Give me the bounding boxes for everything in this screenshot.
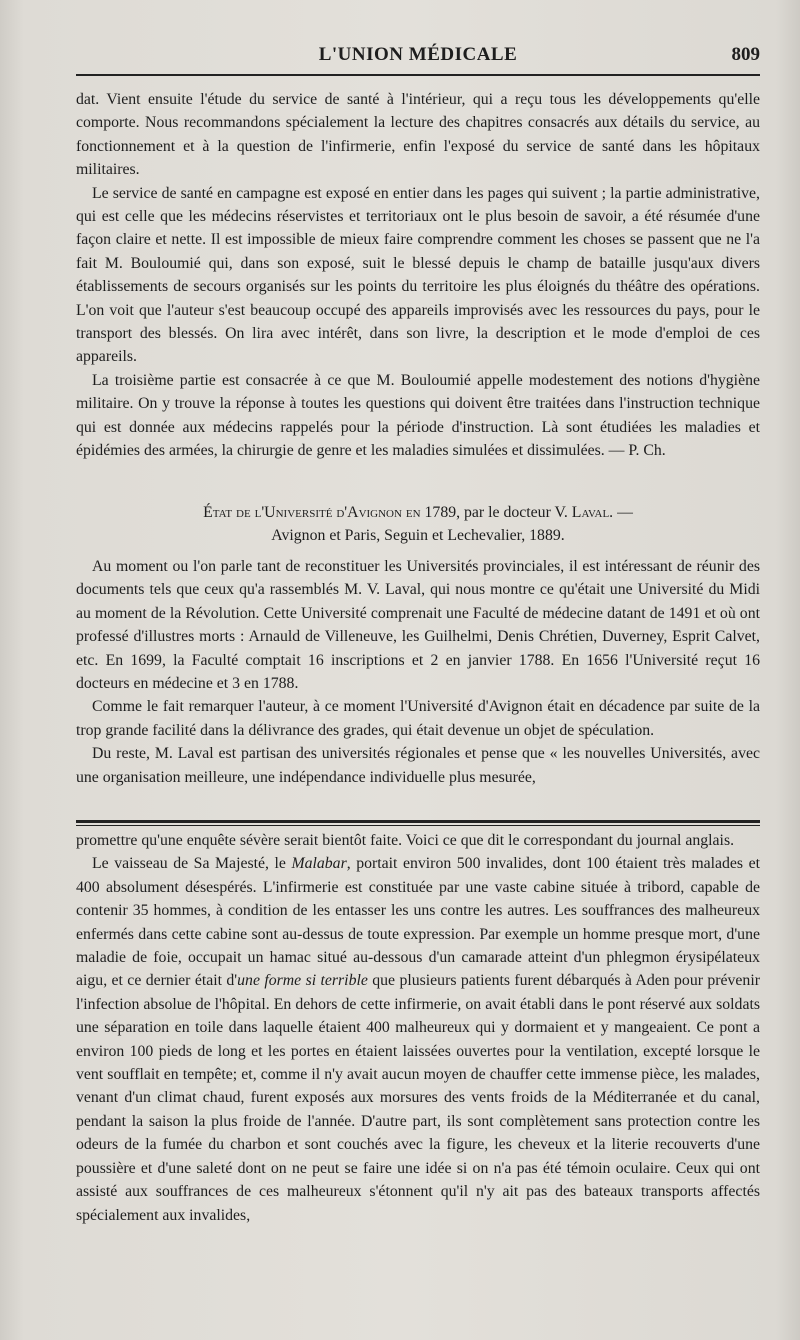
review-title-line xyxy=(76,501,760,524)
page-number: 809 xyxy=(731,44,760,65)
page-header xyxy=(76,44,760,72)
paragraph: Le service de santé en campagne est exposé en entier dans les pages qui suivent ; la partie administrative, qui est celle que les médecins réservistes et territoriaux ont le plus besoin de savoir, a été résumée d'une façon claire et nette. Il est impossible de mieux faire comprendre comment les choses se passent que ne l'a fait M. Bouloumié qui, dans son exposé, suit le blessé depuis le champ de bataille jusqu'aux divers établissements de secours organisés sur les points du territoire les plus éloignés du théâtre des opérations. L'on voit que l'auteur s'est beaucoup occupé des appareils improvisés avec les ressources du pays, pour le transport des blessés. On lira avec intérêt, dans son livre, la description et le mode d'emploi de ces appareils. xyxy=(76,184,760,366)
review-publisher-line: Avignon et Paris, Seguin et Lechevalier, 1889. xyxy=(271,527,565,544)
text-run: , portait environ 500 invalides, dont 100 étaient très malades et 400 absolument désespérés. L'infirmerie est constituée par une vaste cabine située à tribord, capable de contenir 35 hommes, à condition de les entasser les uns contre les autres. Les souffrances des malheureux enfermés dans cette cabine sont au-dessus de toute expression. Par exemple un homme presque mort, d'une maladie de foie, occupait un hamac situé au-dessous d'un camarade atteint d'un phlegmon érysipélateux aigu, et ce dernier était d' xyxy=(76,855,761,990)
italic-phrase: une forme si terrible xyxy=(237,972,368,990)
paragraph: promettre qu'une enquête sévère serait bientôt faite. Voici ce que dit le correspondant du journal anglais. xyxy=(76,832,735,849)
upper-review-text xyxy=(76,88,760,463)
ship-name: Malabar xyxy=(291,855,347,873)
review-author: Laval xyxy=(571,504,610,521)
header-rule xyxy=(76,74,760,76)
paragraph: dat. Vient ensuite l'étude du service de santé à l'intérieur, qui a reçu tous les développements qu'elle comporte. Nous recommandons spécialement la lecture des chapitres consacrés aux détails du service, au fonctionnement et à la question de l'infirmerie, enfin l'exposé du service de santé dans les hôpitaux militaires. xyxy=(76,91,760,179)
review-dash: . — xyxy=(609,504,633,521)
section-divider-thin xyxy=(76,825,760,826)
review-title-rest: 1789, par le docteur V. xyxy=(424,504,568,521)
review-body xyxy=(76,555,760,789)
feuilleton-text xyxy=(76,829,760,1227)
paragraph: Comme le fait remarquer l'auteur, à ce moment l'Université d'Avignon était en décadence par suite de la trop grande facilité dans la délivrance des grades, qui était devenue un objet de spéculation. xyxy=(76,698,760,739)
text-run: que plusieurs patients furent débarqués à Aden pour prévenir l'infection absolue de l'hôpital. En dehors de cette infirmerie, on avait établi dans le pont réservé aux soldats une séparation en toile dans laquelle étaient 400 malheureux qui y dormaient et y mangeaient. Ce pont a environ 100 pieds de long et les portes en étaient laissées ouvertes pour la ventilation, excepté lorsque le vent soufflait en tempête; et, comme il n'y avait aucun moyen de chauffer cette immense pièce, les malades, venant d'un climat chaud, furent exposés aux morsures des vents froids de la Méditerranée et du canal, pendant la saison la plus froide de l'année. D'autre part, ils sont complètement sans protection contre les odeurs de la fumée du charbon et sont couchés avec la figure, les cheveux et la literie recouverts d'une poussière et d'une saleté dont on ne peut se faire une idée si on n'a pas été témoin oculaire. Ceux qui ont assisté aux souffrances de ces malheureux s'étonnent qu'il n'y ait pas des bateaux transports affectés spécialement aux invalides, xyxy=(76,972,760,1224)
text-run: Le vaisseau de Sa Majesté, le xyxy=(92,855,286,873)
running-title: L'UNION MÉDICALE xyxy=(318,44,518,65)
paragraph: Du reste, M. Laval est partisan des universités régionales et pense que « les nouvelles Universités, avec une organisation meilleure, une indépendance individuelle plus mesurée, xyxy=(76,745,760,786)
paragraph xyxy=(76,852,760,1227)
review-title: État de l'Université d'Avignon en xyxy=(203,504,421,521)
review-heading xyxy=(76,501,760,547)
section-divider xyxy=(76,820,760,823)
paragraph: Au moment ou l'on parle tant de reconstituer les Universités provinciales, il est intéressant de réunir des documents tels que ceux qu'a rassemblés M. V. Laval, qui nous montre ce qu'était une Université du Midi au moment de la Révolution. Cette Université comprenait une Faculté de médecine datant de 1491 et où ont professé d'illustres morts : Arnauld de Villeneuve, les Guilhelmi, Denis Chrétien, Duverney, Esprit Calvet, etc. En 1699, la Faculté comptait 16 inscriptions et 2 en janvier 1788. En 1656 l'Université reçut 16 docteurs en médecine et 3 en 1788. xyxy=(76,558,760,693)
paragraph: La troisième partie est consacrée à ce que M. Bouloumié appelle modestement des notions d'hygiène militaire. On y trouve la réponse à toutes les questions qui doivent être traitées dans l'instruction technique qui est donnée aux médecins rappelés pour la période d'instruction. Là sont étudiées les maladies et épidémies des armées, la chirurgie de genre et les maladies simulées et dissimulées. — P. Ch. xyxy=(76,371,760,460)
